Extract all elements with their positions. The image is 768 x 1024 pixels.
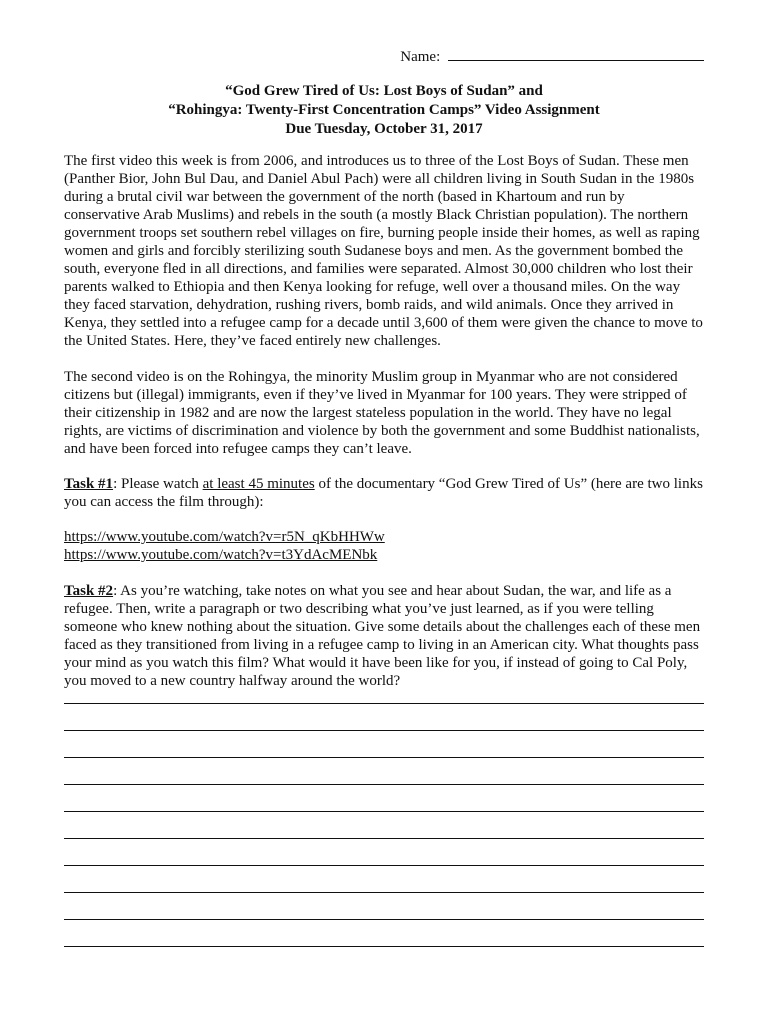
- video-links: [64, 528, 704, 564]
- task-1: [64, 475, 704, 511]
- answer-line[interactable]: [64, 811, 704, 812]
- task-1-label: Task #1: [64, 476, 114, 492]
- task-2: [64, 582, 704, 690]
- answer-line[interactable]: [64, 784, 704, 785]
- video-link-2[interactable]: https://www.youtube.com/watch?v=t3YdAcMENbk: [64, 547, 378, 563]
- assignment-title: [64, 82, 704, 139]
- title-line-1: “God Grew Tired of Us: Lost Boys of Sudan” and: [225, 83, 543, 99]
- name-blank-line[interactable]: [448, 46, 704, 61]
- answer-line[interactable]: [64, 865, 704, 866]
- task-2-text: : As you’re watching, take notes on what you see and hear about Sudan, the war, and life as a refugee. Then, write a paragraph or two describing what you’ve just learned, as if you were telling someone who knew nothing about the situation. Give some details about the challenges each of these men faced as they transitioned from living in a refugee camp to living in an American city. What thoughts pass your mind as you watch this film? What would it have been like for you, if instead of going to Cal Poly, you moved to a new country halfway around the world?: [64, 583, 701, 689]
- task-2-label: Task #2: [64, 583, 114, 599]
- name-label: Name:: [400, 49, 441, 65]
- title-line-2: “Rohingya: Twenty-First Concentration Camps” Video Assignment: [168, 102, 600, 118]
- answer-line[interactable]: [64, 703, 704, 704]
- name-row: [64, 46, 704, 66]
- answer-line[interactable]: [64, 838, 704, 839]
- intro-paragraph-rohingya: The second video is on the Rohingya, the minority Muslim group in Myanmar who are not considered citizens but (illegal) immigrants, even if they’ve lived in Myanmar for 100 years. They were stripped of their citizenship in 1982 and are now the largest stateless population in the world. They have no legal rights, are victims of discrimination and violence by both the government and some Buddhist nationalists, and have been forced into refugee camps they can’t leave.: [64, 369, 700, 457]
- answer-line[interactable]: [64, 892, 704, 893]
- task-1-text-before: : Please watch: [113, 476, 203, 492]
- answer-line[interactable]: [64, 919, 704, 920]
- answer-lines: [64, 703, 704, 973]
- answer-line[interactable]: [64, 757, 704, 758]
- task-1-emphasis: at least 45 minutes: [202, 476, 315, 492]
- video-link-1[interactable]: https://www.youtube.com/watch?v=r5N_qKbHHWw: [64, 529, 385, 545]
- task-1-text-after: of the documentary “God Grew Tired of Us” (here are two links you can access the film through):: [64, 476, 703, 510]
- answer-line[interactable]: [64, 730, 704, 731]
- due-date: Due Tuesday, October 31, 2017: [285, 121, 483, 137]
- intro-paragraph-sudan: The first video this week is from 2006, and introduces us to three of the Lost Boys of Sudan. These men (Panther Bior, John Bul Dau, and Daniel Abul Pach) were all children living in South Sudan in the 1980s during a brutal civil war between the government of the north (based in Khartoum and run by conservative Arab Muslims) and rebels in the south (a mostly Black Christian population). The northern government troops set southern rebel villages on fire, burning people inside their homes, as well as raping women and girls and forcibly sterilizing south Sudanese boys and men. As the government bombed the south, everyone fled in all directions, and families were separated. Almost 30,000 children who lost their parents walked to Ethiopia and then Kenya looking for refuge, well over a thousand miles. On the way they faced starvation, dehydration, rushing rivers, bomb raids, and wild animals. Once they arrived in Kenya, they settled into a refugee camp for a decade until 3,600 of them were given the chance to move to the United States. Here, they’ve faced entirely new challenges.: [64, 153, 703, 349]
- answer-line[interactable]: [64, 946, 704, 947]
